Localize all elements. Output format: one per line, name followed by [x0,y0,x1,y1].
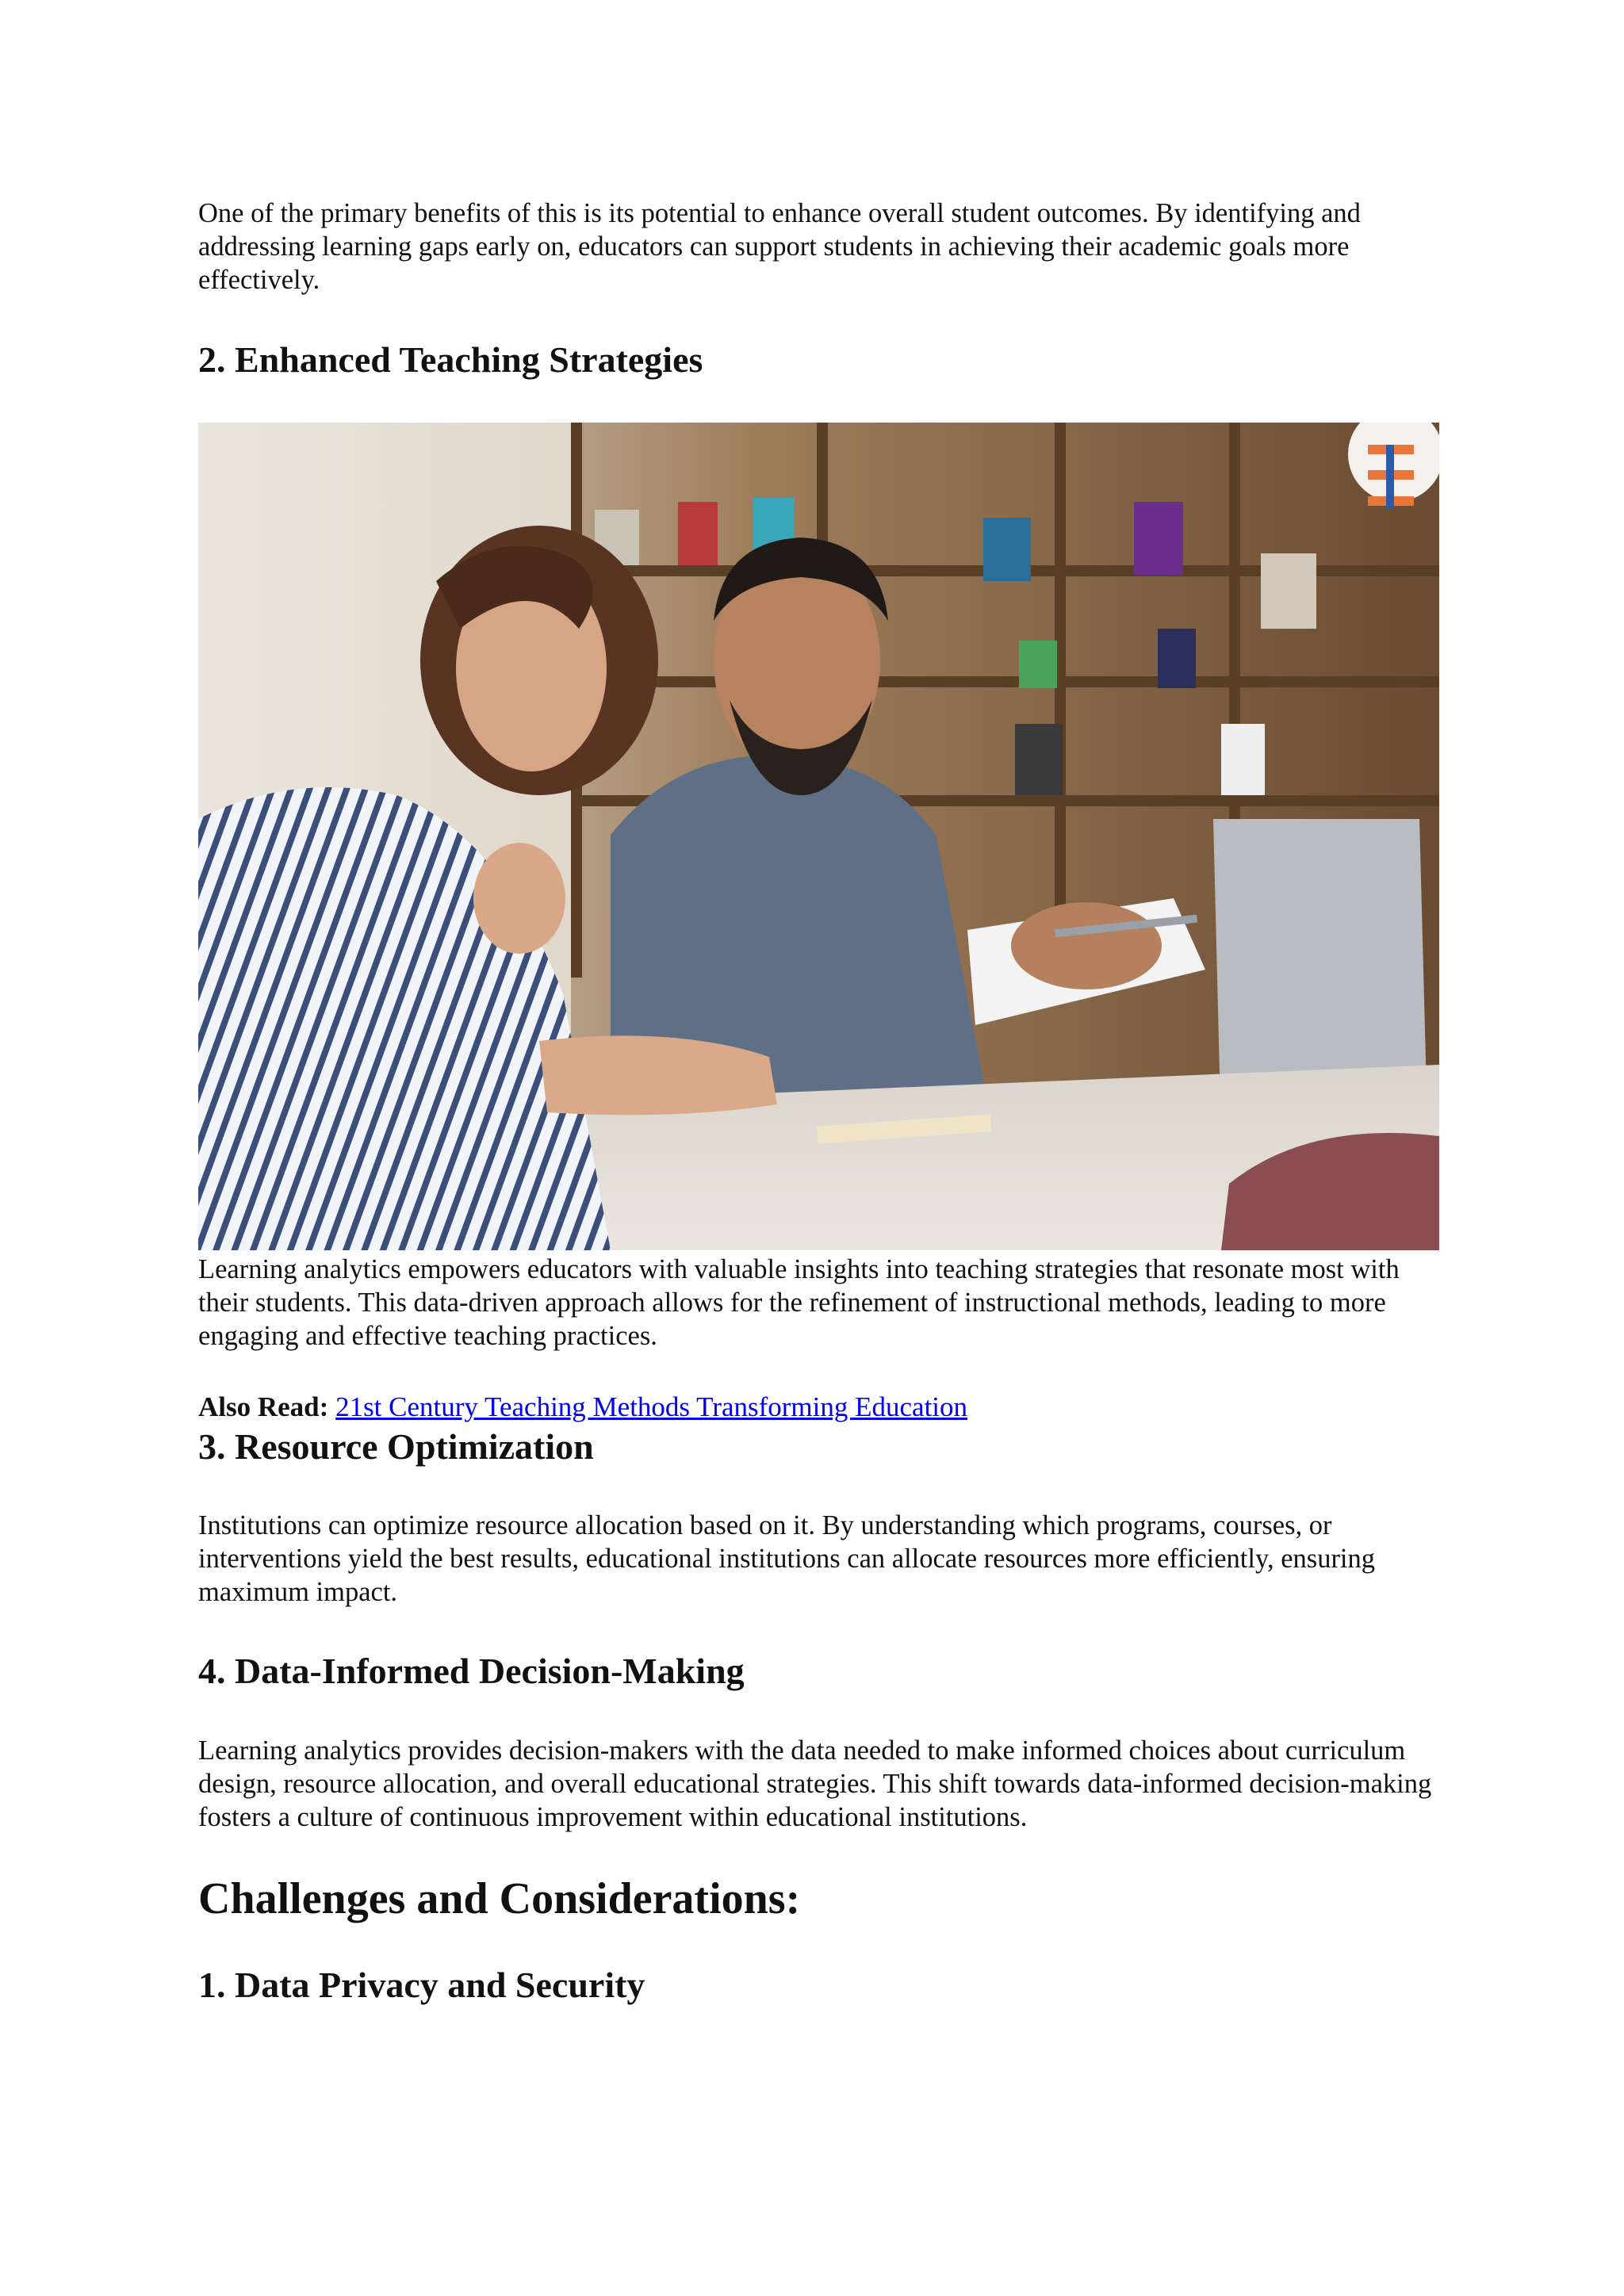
section-2-paragraph: Learning analytics empowers educators with valuable insights into teaching strategies that resonate most with their students. This data-driven approach allows for the refinement of instructional methods, leading to more engaging and effective teaching practices. [198,1254,1400,1351]
challenges-sub-heading: 1. Data Privacy and Security [198,1965,645,2005]
teaching-photo [198,423,1439,1250]
teaching-photo-illustration [198,423,1439,1250]
challenges-heading: Challenges and Considerations: [198,1874,801,1923]
section-2-heading: 2. Enhanced Teaching Strategies [198,339,703,380]
section-4-heading: 4. Data-Informed Decision-Making [198,1651,745,1691]
also-read [198,1391,967,1424]
also-read-link[interactable]: 21st Century Teaching Methods Transforming Education [335,1391,968,1422]
section-3-paragraph: Institutions can optimize resource allocation based on it. By understanding which programs, courses, or interventions yield the best results, educational institutions can allocate resources more efficiently, ensuring maximum impact. [198,1510,1376,1607]
section-4-paragraph: Learning analytics provides decision-makers with the data needed to make informed choices about curriculum design, resource allocation, and overall educational strategies. This shift towards data-informed decision-making fosters a culture of continuous improvement within educational institutions. [198,1735,1432,1832]
section-3-heading: 3. Resource Optimization [198,1426,594,1467]
also-read-label: Also Read: [198,1391,329,1422]
watermark-logo [1368,445,1414,508]
intro-paragraph: One of the primary benefits of this is its potential to enhance overall student outcomes. By identifying and addressing learning gaps early on, educators can support students in achieving their academic goals more effectively. [198,198,1361,295]
